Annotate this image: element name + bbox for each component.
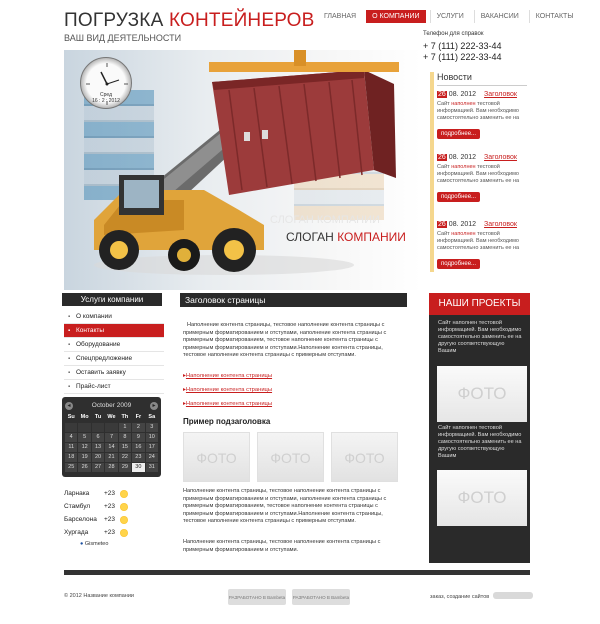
calendar-day[interactable]: 19 xyxy=(78,453,90,462)
calendar-weekday: Fr xyxy=(135,414,142,420)
calendar-day[interactable]: 12 xyxy=(78,443,90,452)
menu-item-equipment[interactable]: ▪ Оборудование xyxy=(64,338,164,352)
nav-about[interactable]: О КОМПАНИИ xyxy=(366,10,425,23)
calendar-weekday: Th xyxy=(121,414,129,420)
news-item: 26 08. 2012 Заголовок Сайт наполнен тестовой информацией. Вам необходимо самостоятельно заменить ее на подробнее... xyxy=(437,154,520,200)
calendar-day[interactable]: 9 xyxy=(132,433,144,442)
calendar-day[interactable]: 10 xyxy=(146,433,158,442)
calendar-day[interactable]: 25 xyxy=(65,463,77,472)
nav-contacts[interactable]: КОНТАКТЫ xyxy=(529,10,580,23)
project-description: Сайт наполнен тестовой информацией. Вам необходимо самостоятельно заменить ее на другую соответствующую Вашим xyxy=(438,320,522,354)
calendar-day[interactable]: 2 xyxy=(132,423,144,432)
calendar-widget xyxy=(62,397,161,477)
content-paragraph-2: Наполнение контента страницы, тестовое наполнение контента страницы с примерным форматированием и отступами, наполнение контента страницы с примерным форматированием, тестовое наполнение контента страницы с примерным форматированием и отступами.Наполнение контента страницы, тестовое наполнение контента страницы с примерным отступами. xyxy=(183,488,387,524)
calendar-day[interactable]: 24 xyxy=(146,453,158,462)
weather-row: Ларнака +23 xyxy=(64,487,164,500)
calendar-day[interactable]: 23 xyxy=(132,453,144,462)
calendar-day[interactable]: 18 xyxy=(65,453,77,462)
calendar-day[interactable]: 6 xyxy=(92,433,104,442)
developer-badge[interactable]: РАЗРАБОТАНО В Bambeta xyxy=(228,589,286,605)
nav-vacancies[interactable]: ВАКАНСИИ xyxy=(474,10,525,23)
calendar-day[interactable]: 31 xyxy=(146,463,158,472)
copyright: © 2012 Название компании xyxy=(64,593,134,599)
calendar-day[interactable]: 30 xyxy=(132,463,144,472)
calendar-day[interactable]: 21 xyxy=(105,453,117,462)
news-item: 26 08. 2012 Заголовок Сайт наполнен тестовой информацией. Вам необходимо самостоятельно заменить ее на подробнее... xyxy=(437,91,520,137)
news-more-button[interactable]: подробнее... xyxy=(437,259,480,269)
menu-item-contacts[interactable]: ▪ Контакты xyxy=(64,324,164,338)
calendar-day[interactable]: 29 xyxy=(119,463,131,472)
footer-bar xyxy=(64,570,530,575)
photo-placeholder[interactable]: ФОТО xyxy=(183,432,250,482)
calendar-day[interactable]: 28 xyxy=(105,463,117,472)
project-description: Сайт наполнен тестовой информацией. Вам необходимо самостоятельно заменить ее на другую соответствующую Вашим xyxy=(438,425,522,459)
site-tagline: ВАШ ВИД ДЕЯТЕЛЬНОСТИ xyxy=(64,33,182,43)
developer-badge[interactable]: РАЗРАБОТАНО В Bambeta xyxy=(292,589,350,605)
calendar-day[interactable]: 20 xyxy=(92,453,104,462)
weather-row: Стамбул +23 xyxy=(64,500,164,513)
clock-date: Сред 16 : 2 : 2012 xyxy=(92,92,120,104)
sun-icon xyxy=(120,490,128,498)
site-logo[interactable]: ПОГРУЗКА КОНТЕЙНЕРОВ xyxy=(64,10,315,31)
calendar-day[interactable]: 27 xyxy=(92,463,104,472)
calendar-empty-cell xyxy=(78,423,90,432)
calendar-empty-cell xyxy=(92,423,104,432)
calendar-empty-cell xyxy=(105,423,117,432)
sun-icon xyxy=(120,529,128,537)
news-item: 26 08. 2012 Заголовок Сайт наполнен тестовой информацией. Вам необходимо самостоятельно заменить ее на подробнее... xyxy=(437,221,520,267)
company-slogan: СЛОГАН КОМПАНИИ xyxy=(286,230,406,244)
main-nav xyxy=(318,10,580,23)
calendar-day[interactable]: 1 xyxy=(119,423,131,432)
weather-row: Хургада +23 xyxy=(64,526,164,539)
content-link[interactable]: ▸ Наполнение контента страницы xyxy=(183,401,272,407)
project-photo[interactable]: ФОТО xyxy=(437,470,527,526)
services-title: Услуги компании xyxy=(62,293,162,306)
projects-title: НАШИ ПРОЕКТЫ xyxy=(429,293,530,315)
photo-placeholder[interactable]: ФОТО xyxy=(331,432,398,482)
calendar-prev-icon[interactable]: ◂ xyxy=(65,402,73,410)
news-more-button[interactable]: подробнее... xyxy=(437,129,480,139)
news-more-button[interactable]: подробнее... xyxy=(437,192,480,202)
calendar-weekday: Su xyxy=(67,414,75,420)
phone-label: Телефон для справок xyxy=(423,31,484,37)
menu-item-about[interactable]: ▪ О компании xyxy=(64,310,164,324)
weather-row: Барселона +23 xyxy=(64,513,164,526)
calendar-day[interactable]: 4 xyxy=(65,433,77,442)
content-link[interactable]: ▸ Наполнение контента страницы xyxy=(183,387,272,393)
globe-icon: ● xyxy=(80,541,84,547)
menu-item-price-list[interactable]: ▪ Прайс-лист xyxy=(64,380,164,394)
calendar-grid xyxy=(65,413,158,472)
calendar-day[interactable]: 26 xyxy=(78,463,90,472)
calendar-empty-cell xyxy=(65,423,77,432)
calendar-day[interactable]: 17 xyxy=(146,443,158,452)
news-title: Новости xyxy=(437,72,472,82)
calendar-day[interactable]: 3 xyxy=(146,423,158,432)
created-by: заказ, создание сайтов xyxy=(430,594,490,600)
news-divider xyxy=(437,85,527,86)
calendar-day[interactable]: 11 xyxy=(65,443,77,452)
news-heading-link[interactable]: Заголовок xyxy=(484,91,517,98)
news-accent-bar xyxy=(430,72,434,272)
photo-placeholder[interactable]: ФОТО xyxy=(257,432,324,482)
calendar-day[interactable]: 14 xyxy=(105,443,117,452)
content-subheading: Пример подзаголовка xyxy=(183,417,271,426)
calendar-day[interactable]: 13 xyxy=(92,443,104,452)
calendar-weekday: Sa xyxy=(148,414,156,420)
calendar-weekday: We xyxy=(107,414,116,420)
menu-item-special-offer[interactable]: ▪ Спецпредложение xyxy=(64,352,164,366)
nav-services[interactable]: УСЛУГИ xyxy=(430,10,470,23)
nav-home[interactable]: ГЛАВНАЯ xyxy=(324,13,357,20)
calendar-day[interactable]: 16 xyxy=(132,443,144,452)
slogan-reflection: СЛОГАН КОМПАНИИ xyxy=(270,214,380,226)
calendar-day[interactable]: 8 xyxy=(119,433,131,442)
weather-widget xyxy=(64,487,164,539)
calendar-weekday: Tu xyxy=(94,414,102,420)
calendar-next-icon[interactable]: ▸ xyxy=(150,402,158,410)
calendar-day[interactable]: 22 xyxy=(119,453,131,462)
calendar-day[interactable]: 7 xyxy=(105,433,117,442)
services-menu xyxy=(64,310,164,394)
news-heading-link[interactable]: Заголовок xyxy=(484,221,517,228)
calendar-day[interactable]: 5 xyxy=(78,433,90,442)
project-photo[interactable]: ФОТО xyxy=(437,366,527,422)
calendar-day[interactable]: 15 xyxy=(119,443,131,452)
calendar-weekday: Mo xyxy=(80,414,89,420)
calendar-month: October 2009 xyxy=(91,402,132,409)
phone-number-1: + 7 (111) 222-33-44 xyxy=(423,41,502,51)
content-paragraph-1: Наполнение контента страницы, тестовое наполнение контента страницы с примерным форматированием и отступами, наполнение контента страницы с примерным форматированием, тестовое наполнение контента страницы с примерным форматированием и отступами.Наполнение контента страницы, тестовое наполнение контента страницы с примерным отступами. xyxy=(183,322,387,358)
gismeteo-link[interactable]: ● Gismeteo xyxy=(80,541,109,547)
page-title: Заголовок страницы xyxy=(180,293,407,307)
news-heading-link[interactable]: Заголовок xyxy=(484,154,517,161)
sun-icon xyxy=(120,503,128,511)
content-link[interactable]: ▸ Наполнение контента страницы xyxy=(183,373,272,379)
developer-link-blurred[interactable] xyxy=(493,592,533,599)
sun-icon xyxy=(120,516,128,524)
phone-number-2: + 7 (111) 222-33-44 xyxy=(423,52,502,62)
content-paragraph-3: Наполнение контента страницы, тестовое наполнение контента страницы с примерным форматированием и отступами. xyxy=(183,539,381,553)
menu-item-leave-request[interactable]: ▪ Оставить заявку xyxy=(64,366,164,380)
